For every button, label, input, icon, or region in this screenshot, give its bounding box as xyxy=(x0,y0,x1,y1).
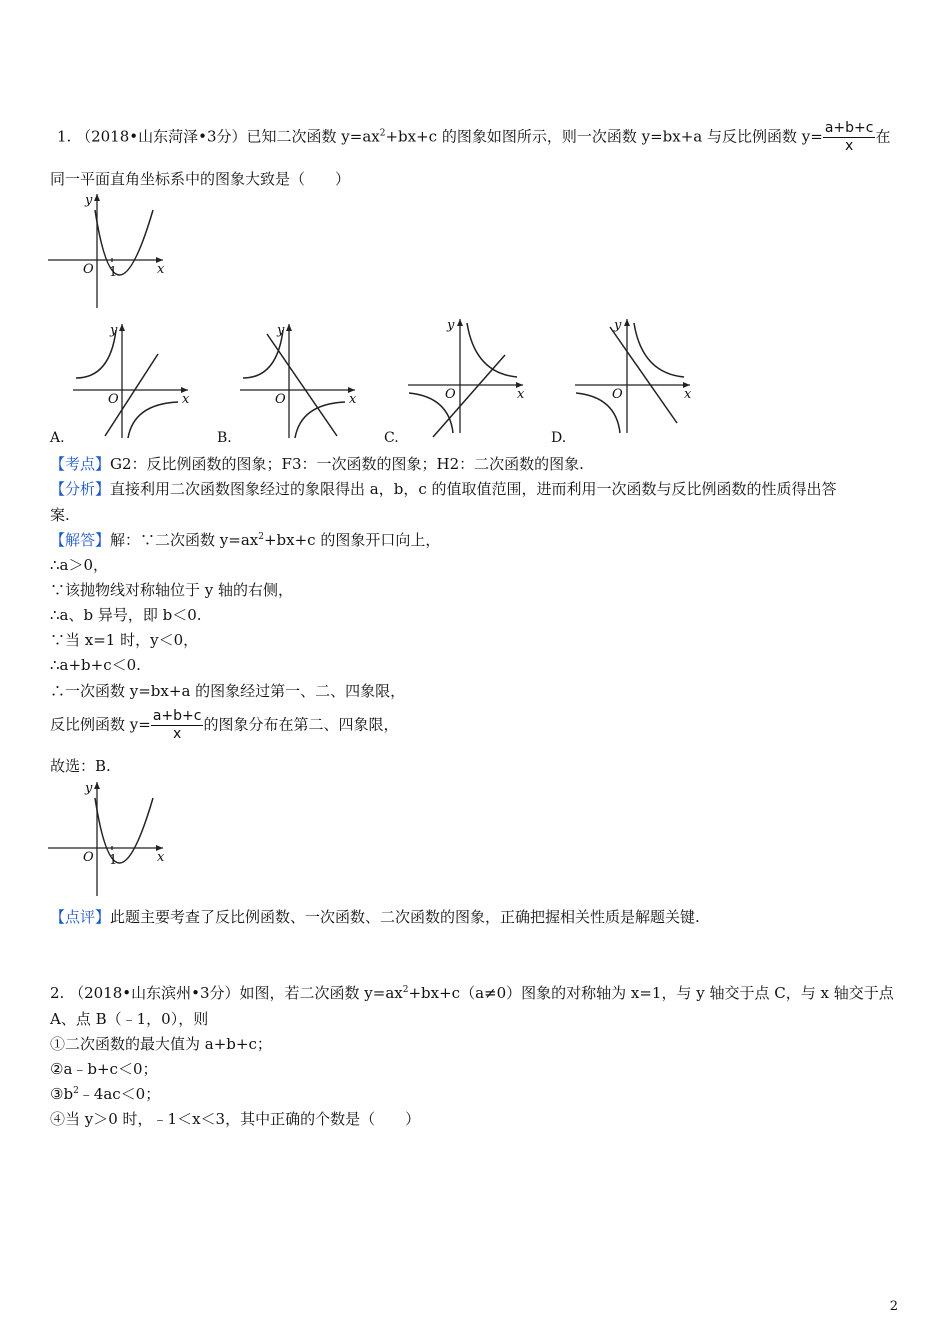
svg-text:x: x xyxy=(517,387,525,402)
solution-step-5: ∴a+b+c＜0. xyxy=(50,656,141,674)
q1-source: （2018•山东菏泽•3分） xyxy=(76,127,247,146)
option-c-label: C. xyxy=(384,430,399,446)
svg-text:x: x xyxy=(684,387,692,402)
fenxi-line2: 案. xyxy=(50,506,70,524)
option-d-graph xyxy=(572,315,702,435)
answer-choice: 故选：B. xyxy=(50,757,111,775)
q2-item-2: ②a﹣b+c＜0； xyxy=(50,1060,158,1078)
svg-text:O: O xyxy=(83,850,94,865)
q2-stem-line1: 2. （2018•山东滨州•3分）如图，若二次函数 $y=ax^2+bx+c(a\ne 0)$图象的对称轴为 x=1，与 y 轴交于点 C，与 x 轴交于点 xyxy=(50,984,894,1002)
svg-text:1: 1 xyxy=(109,853,118,868)
svg-text:x: x xyxy=(349,392,357,407)
q1-fraction: $\frac{a+b+c}{x}$ xyxy=(824,120,874,154)
svg-text:1: 1 xyxy=(109,265,118,280)
svg-text:y: y xyxy=(277,323,285,338)
option-b-graph xyxy=(237,320,367,440)
q2-source: （2018•山东滨州•3分） xyxy=(69,984,240,1002)
q1-parabola-graph-answer xyxy=(45,778,175,898)
q2-item-4: ④当 y＞0 时，﹣1＜x＜3，其中正确的个数是（ ） xyxy=(50,1110,421,1128)
solution-step-3: ∴a、b 异号，即 b＜0. xyxy=(50,606,202,624)
svg-text:O: O xyxy=(108,392,119,407)
fenxi-line1: 【分析】直接利用二次函数图象经过的象限得出 a，b，c 的值取值范围，进而利用一次函数与反比例函数的性质得出答 xyxy=(50,480,837,498)
solution-step-1: ∴a＞0， xyxy=(50,556,109,574)
svg-text:x: x xyxy=(182,392,190,407)
kaodian-line: 【考点】G2：反比例函数的图象；F3：一次函数的图象；H2：二次函数的图象. xyxy=(50,455,584,473)
q1-number: 1. xyxy=(57,127,72,146)
q1-stem-line2: 同一平面直角坐标系中的图象大致是（ ） xyxy=(50,170,351,188)
q2-item-1: ①二次函数的最大值为 a+b+c； xyxy=(50,1035,272,1053)
solution-step-4: ∵当 x=1 时，y＜0， xyxy=(50,631,199,649)
q1-parabola-graph xyxy=(45,190,175,310)
option-a-label: A. xyxy=(50,430,65,446)
svg-text:O: O xyxy=(612,387,623,402)
kaodian-tag: 【考点】 xyxy=(50,455,111,473)
svg-text:O: O xyxy=(83,262,94,277)
svg-text:y: y xyxy=(110,323,118,338)
jieda-tag: 【解答】 xyxy=(50,531,111,549)
q2-item-3: $③b^2﹣4ac<0$； xyxy=(50,1085,161,1103)
inverse-function-line: 反比例函数 y= $\frac{a+b+c}{x}$ 的图象分布在第二、四象限， xyxy=(50,708,399,742)
svg-text:y: y xyxy=(85,781,93,796)
option-c-graph xyxy=(405,315,535,435)
svg-text:O: O xyxy=(445,387,456,402)
svg-text:y: y xyxy=(447,318,455,333)
q2-number: 2. xyxy=(50,984,65,1002)
q2-stem-line2: A、点 B（﹣1，0），则 xyxy=(50,1010,209,1028)
svg-text:x: x xyxy=(157,850,165,865)
svg-text:y: y xyxy=(614,318,622,333)
q1-stem-line1: 1. （2018•山东菏泽•3分）已知二次函数 $y=ax^2+bx+c$ 的图象如图所示，则一次函数 y=bx+a 与反比例函数 y= $\frac{a+b+c}{x}$ 在 xyxy=(57,120,891,154)
svg-text:O: O xyxy=(275,392,286,407)
dianping-line: 【点评】此题主要考查了反比例函数、一次函数、二次函数的图象，正确把握相关性质是解题关键. xyxy=(50,908,700,926)
fenxi-tag: 【分析】 xyxy=(50,480,111,498)
option-a-graph xyxy=(70,320,200,440)
inverse-fraction: $\frac{a+b+c}{x}$ xyxy=(152,708,202,742)
solution-step-2: ∵该抛物线对称轴位于 y 轴的右侧， xyxy=(50,581,294,599)
solution-step-6: ∴一次函数 y=bx+a 的图象经过第一、二、四象限， xyxy=(50,682,406,700)
dianping-tag: 【点评】 xyxy=(50,908,111,926)
svg-text:y: y xyxy=(85,193,93,208)
page-number: 2 xyxy=(889,1299,898,1314)
option-d-label: D. xyxy=(551,430,567,446)
svg-text:x: x xyxy=(157,262,165,277)
jieda-line: 【解答】解：∵二次函数 $y=ax^2+bx+c$ 的图象开口向上， xyxy=(50,531,441,549)
option-b-label: B. xyxy=(217,430,232,446)
